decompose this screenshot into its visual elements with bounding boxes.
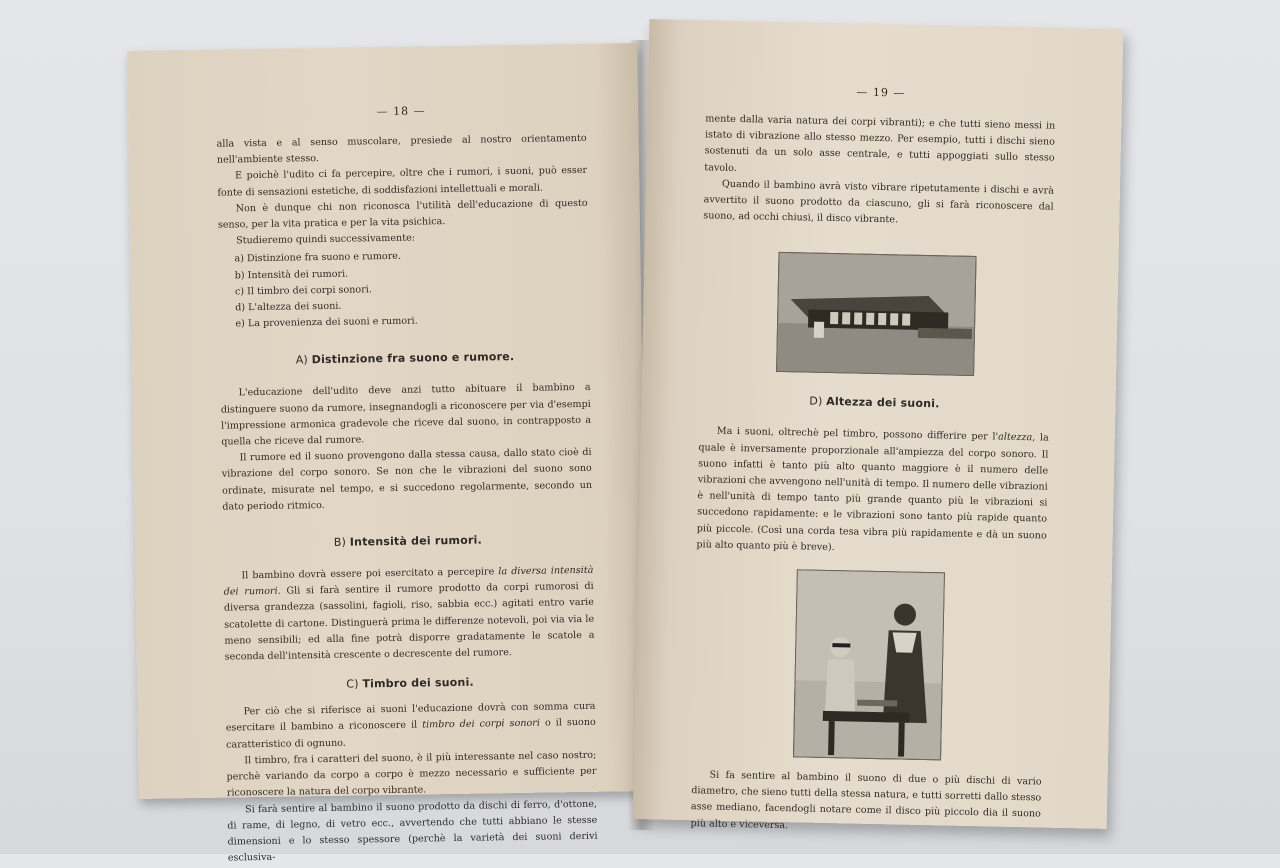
section-a-title: Distinzione fra suono e rumore.: [311, 350, 515, 367]
instrument-photo: [776, 252, 976, 376]
text-run: Il bambino dovrà essere poi esercitato a percepire: [241, 566, 499, 582]
section-c-heading: [225, 674, 595, 693]
section-d-title: Altezza dei suoni.: [826, 395, 940, 411]
section-b-heading: [223, 532, 593, 551]
right-paragraph-2: Quando il bambino avrà visto vibrare ripetutamente i dischi e avrà avvertito il suono prodotto da ciascuno, gli si farà riconoscere dal suono, ad occhi chiusi, il disco vibrante.: [703, 178, 1055, 226]
section-c-paragraph-2: Il timbro, fra i caratteri del suono, è il più interessante nel caso nostro; perchè variando da corpo a corpo è mezzo necessario e sufficiente per riconoscere la natura del corpo vibrante.: [226, 749, 597, 799]
section-a-letter: A): [295, 353, 309, 367]
italic-text-run: timbro dei corpi sonori: [422, 718, 541, 731]
right-paragraph-1: mente dalla varia natura dei corpi vibranti); e che tutti sieno messi in istato di vibrazione allo stesso mezzo. Per esempio, tutti i dischi sieno sostenuti da un solo asse centrale, e tutti appoggiati sullo stesso tavolo.: [704, 113, 1056, 174]
list-item: a) Distinzione fra suono e rumore.: [234, 251, 402, 265]
section-d-paragraph-1: [696, 424, 1049, 561]
page-number-right: — 19 —: [856, 85, 906, 100]
list-item: b) Intensità dei rumori.: [234, 268, 349, 282]
intro-paragraph-4: Studieremo quindi successivamente:: [236, 232, 416, 247]
italic-text-run: altezza: [997, 431, 1033, 444]
right-paragraph-last: Si fa sentire al bambino il suono di due o più dischi di vario diametro, che sieno tutti della stessa natura, e tutti sorretti dallo stesso asse mediano, facendogli notare come il disco più piccolo dia il suono più alto e viceversa.: [690, 769, 1042, 831]
right-page: [633, 19, 1124, 829]
section-b-paragraph-1: [223, 563, 594, 666]
list-item: e) La provenienza dei suoni e rumori.: [235, 315, 418, 330]
section-c-letter: C): [346, 677, 359, 691]
text-run: o il suono caratteristico di ognuno.: [225, 717, 596, 751]
italic-text-run: la diversa intensità dei rumori: [223, 564, 594, 598]
section-a-heading: [220, 349, 590, 368]
section-d-letter: D): [809, 394, 823, 409]
section-c-paragraph-3: Si farà sentire al bambino il suono prodotto da dischi di ferro, d'ottone, di rame, di legno, di vetro ecc., avvertendo che tutti abbiano le stesse dimensioni e lo stesso spessore (perchè la varietà dei suoni derivi esclusiva-: [227, 798, 598, 864]
text-run: Per ciò che si riferisce ai suoni l'educazione dovrà con somma cura esercitare il bambino a riconoscere il: [225, 701, 596, 735]
section-d-heading: [699, 393, 1049, 413]
instrument-illustration: [777, 253, 975, 375]
intro-paragraph-2: E poichè l'udito ci fa percepire, oltre che i rumori, i suoni, può esser fonte di sensazioni estetiche, di soddisfazioni intellettuali e morali.: [217, 165, 588, 199]
section-a-paragraph-2: Il rumore ed il suono provengono dalla stessa causa, dallo stato cioè di vibrazione del corpo sonoro. Se non che le vibrazioni del suono sono ordinate, misurate nel tempo, e si succedono regolarmente, secondo un dato periodo ritmico.: [221, 447, 593, 513]
child-teacher-illustration: [794, 570, 944, 759]
section-b-title: Intensità dei rumori.: [349, 533, 483, 549]
text-run: , la quale è inversamente proporzionale all'ampiezza del corpo sonoro. Il suono infatti è tanto più alto quanto maggiore è il numero delle vibrazioni che avvengono nell'unità di tempo. Il numero delle vibrazioni è nell'unità di tempo tanto più grande quanto più le vibrazioni si succedono rapidamente: e le vibrazioni sono tanto più rapide quanto più piccole. (Così una corda tesa vibra più rapidamente e dà un suono più alto quanto più è breve).: [696, 432, 1049, 553]
intro-paragraph-1: alla vista e al senso muscolare, presiede al nostro orientamento nell'ambiente stesso.: [216, 132, 587, 166]
intro-paragraph-3: Non è dunque chi non riconosca l'utilità dell'educazione di questo senso, per la vita pratica e per la vita psichica.: [217, 197, 588, 231]
section-c-paragraph-1: [225, 699, 596, 753]
page-number-left: — 18 —: [376, 104, 426, 119]
topics-list: [218, 246, 589, 333]
list-item: d) L'altezza dei suoni.: [235, 300, 342, 314]
left-page: [127, 43, 649, 864]
text-run: . Gli si farà sentire il rumore prodotto da corpi rumorosi di diversa grandezza (sassolini, fagioli, riso, sabbia ecc.) agitati entro varie scatolette di cartone. Distinguerà prima le differenze notevoli, poi via via le meno sensibili; ed alla fine potrà disporre gradatamente le scatole a seconda dell'intensità crescente o decrescente del rumore.: [223, 581, 595, 663]
section-a-paragraph-1: L'educazione dell'udito deve anzi tutto abituare il bambino a distinguere suono da rumore, insegnandogli a riconoscere per via d'esempi l'impressione armonica gradevole che riceve dal suono, in contrapposto a quella che riceve dal rumore.: [220, 382, 592, 448]
section-b-letter: B): [333, 535, 347, 549]
list-item: c) Il timbro dei corpi sonori.: [234, 284, 372, 298]
text-run: Ma i suoni, oltrechè pel timbro, possono differire per l': [716, 426, 999, 443]
section-c-title: Timbro dei suoni.: [362, 675, 475, 691]
child-teacher-photo: [793, 569, 945, 760]
